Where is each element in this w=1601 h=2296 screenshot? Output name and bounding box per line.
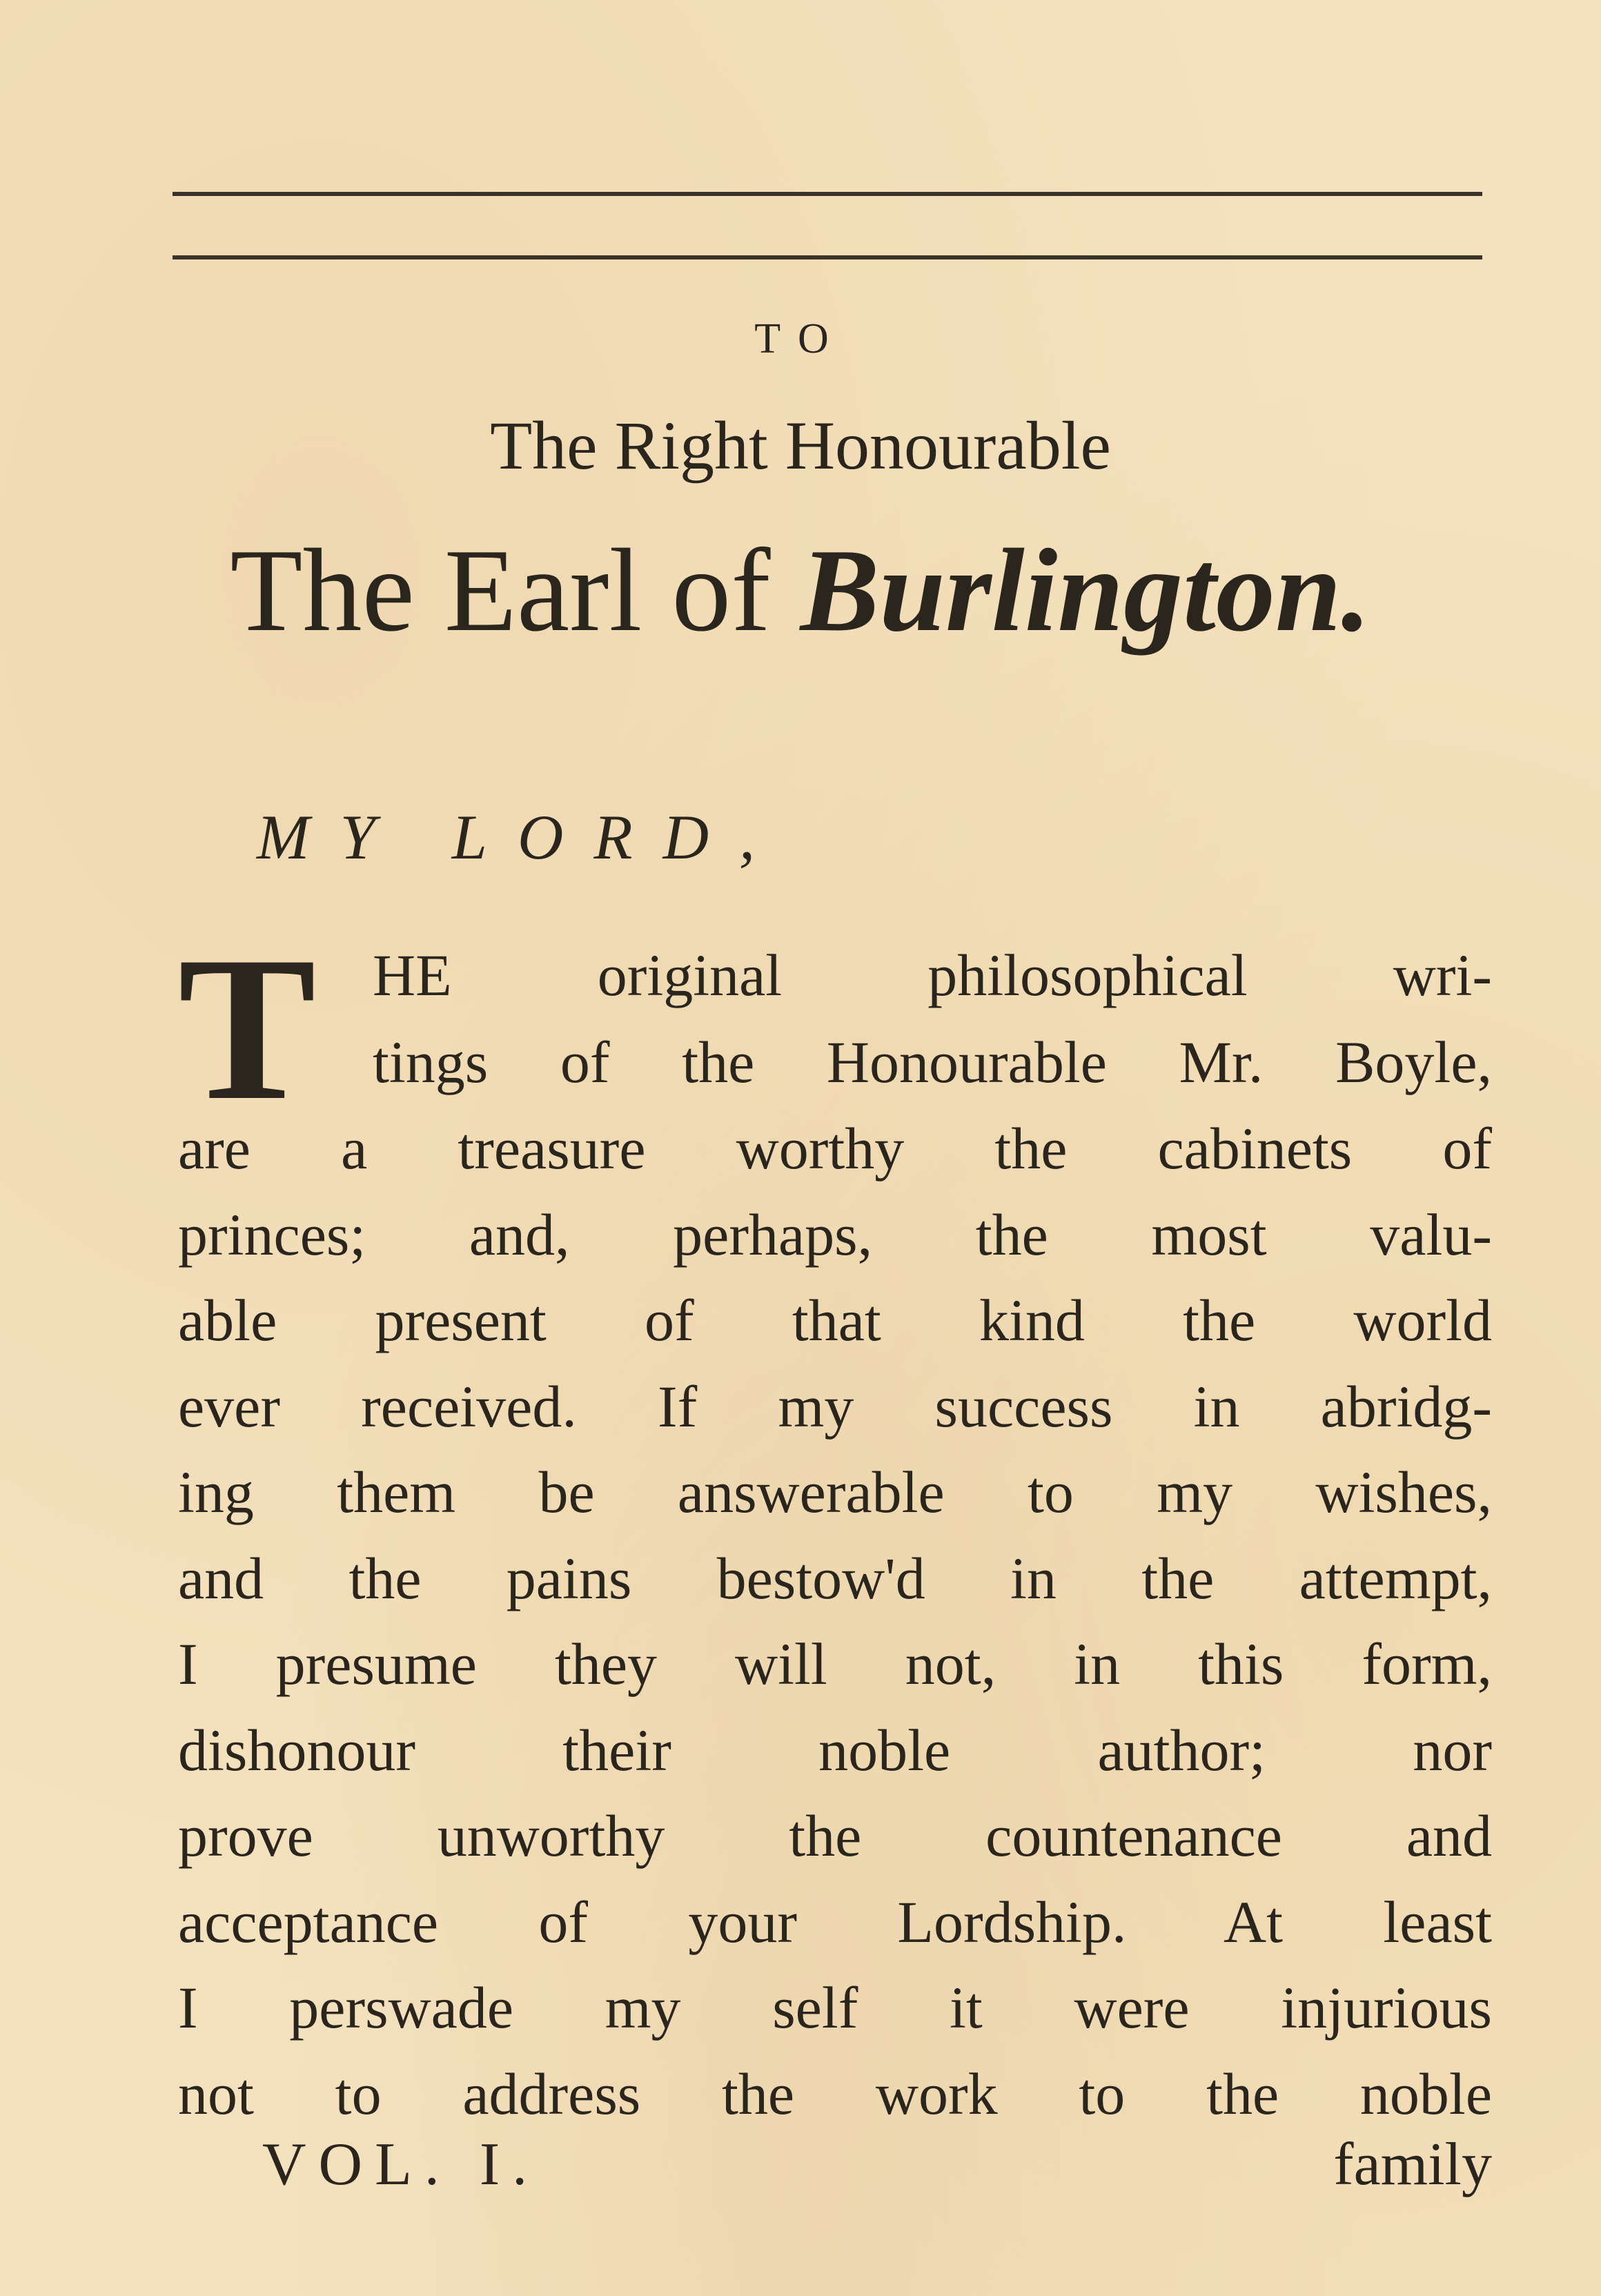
body-text [178,1106,1492,2137]
signature-mark: VOL. I. [262,2131,540,2198]
body-line: HE original philosophical wri- [373,942,1492,1008]
body-line: I presume they will not, in this form, [178,1631,1492,1697]
top-rule [173,192,1482,196]
body-line: are a treasure worthy the cabinets of [178,1115,1492,1181]
body-line: ever received. If my success in abridg- [178,1373,1492,1440]
page-footer [262,2130,1492,2199]
dedicatee-name: Burlington. [800,525,1371,656]
body-line: prove unworthy the countenance and [178,1803,1492,1869]
dedicatee-line: The Right Honourable [490,407,1111,484]
dedicatee-title [0,525,1601,656]
salutation: MY LORD, [257,802,786,872]
body-line: and the pains bestow'd in the attempt, [178,1544,1492,1611]
body-line: able present of that kind the world [178,1287,1492,1353]
dedicatee-title-text: The Earl of [230,525,771,656]
body-line: I perswade my self it were injurious [178,1974,1492,2041]
drop-cap: T [178,914,317,1143]
body-line: dishonour their noble author; nor [178,1716,1492,1783]
body-line: not to address the work to the noble [178,2060,1492,2127]
body-line: acceptance of your Lordship. At least [178,1888,1492,1955]
catchword: family [1333,2131,1492,2198]
body-line: ing them be answerable to my wishes, [178,1459,1492,1525]
to-heading: TO [754,315,847,362]
body-line: tings of the Honourable Mr. Boyle, [373,1029,1492,1095]
first-lines [373,932,1492,1106]
second-rule [173,255,1482,259]
body-line: princes; and, perhaps, the most valu- [178,1201,1492,1268]
